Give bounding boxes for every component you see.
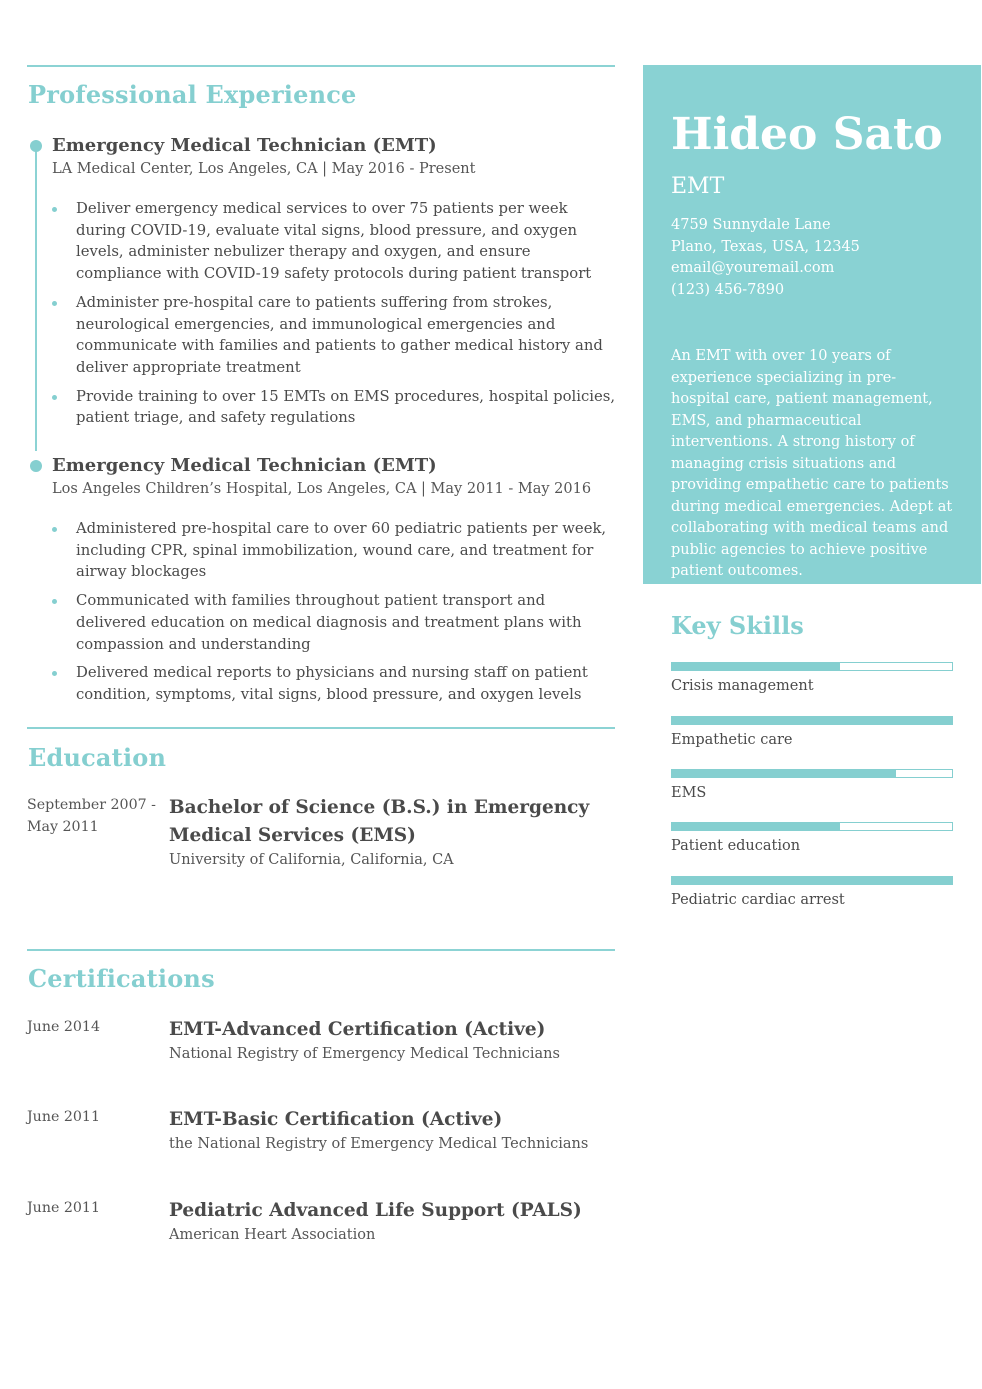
bullet-text: Administer pre-hospital care to patients suffering from strokes, neurological emergencies, and immunological emergencies and communicate with families and patients to gather medical history and deliver appropriate treatment <box>76 293 603 376</box>
skill-bar-fill <box>672 663 840 670</box>
phone-text: (123) 456-7890 <box>671 281 785 298</box>
job-bullet <box>76 292 617 379</box>
bullet-text: Deliver emergency medical services to over 75 patients per week during COVID-19, evaluate vital signs, blood pressure, and oxygen levels, administer nebulizer therapy and oxygen, and ensure compliance with COVID-19 safety protocols during patient transport <box>76 200 592 283</box>
skill-label: EMS <box>671 785 707 801</box>
certification-name: EMT-Advanced Certification (Active) <box>169 1019 546 1040</box>
candidate-name: Hideo Sato <box>671 109 943 160</box>
experience-section-title: Professional Experience <box>28 80 357 109</box>
skill-bar-fill <box>672 717 952 724</box>
contact-info <box>671 215 953 301</box>
job-bullet <box>76 518 617 583</box>
certification-issuer: American Heart Association <box>169 1227 376 1243</box>
address-line-1: 4759 Sunnydale Lane <box>671 217 831 233</box>
education-section-title: Education <box>28 743 167 772</box>
job-bullet <box>76 386 617 429</box>
skill-bar <box>671 876 953 885</box>
skill-bar <box>671 716 953 725</box>
bullet-text: Communicated with families throughout patient transport and delivered education on medical diagnosis and treatment plans with compassion and understanding <box>76 592 582 653</box>
certifications-section-title: Certifications <box>28 964 215 993</box>
skill-bar-fill <box>672 877 952 884</box>
skills-section-title: Key Skills <box>671 611 804 640</box>
certification-name: Pediatric Advanced Life Support (PALS) <box>169 1200 582 1221</box>
bullet-dot <box>52 395 57 400</box>
job-bullet <box>76 198 617 285</box>
job-entry <box>27 453 617 706</box>
skill-label: Crisis management <box>671 678 814 694</box>
bullet-text: Provide training to over 15 EMTs on EMS procedures, hospital policies, patient triage, and safety regulations <box>76 387 616 427</box>
job-bullet <box>76 662 617 705</box>
bullet-text: Delivered medical reports to physicians and nursing staff on patient condition, symptoms, vital signs, blood pressure, and oxygen levels <box>76 664 588 703</box>
profile-panel <box>643 65 981 584</box>
bullet-text: Administered pre-hospital care to over 60 pediatric patients per week, including CPR, spinal immobilization, wound care, and treatment for airway blockages <box>76 520 607 581</box>
skill-label: Patient education <box>671 838 801 854</box>
job-bullet <box>76 590 617 655</box>
job-title: Emergency Medical Technician (EMT) <box>52 455 437 477</box>
bullet-dot <box>52 527 57 532</box>
skill-item <box>671 876 953 910</box>
job-title: Emergency Medical Technician (EMT) <box>52 135 437 156</box>
certification-body <box>169 1016 609 1065</box>
certification-date: June 2011 <box>27 1109 100 1125</box>
skill-item <box>671 662 953 696</box>
certification-date: June 2011 <box>27 1200 100 1216</box>
bullet-dot <box>52 599 57 604</box>
skill-bar-fill <box>672 823 840 830</box>
certification-body <box>169 1106 609 1155</box>
certification-body <box>169 1197 609 1246</box>
job-entry <box>27 133 617 429</box>
certification-date: June 2014 <box>27 1019 100 1035</box>
skill-label: Pediatric cardiac arrest <box>671 892 845 908</box>
candidate-role: EMT <box>671 174 725 199</box>
skill-bar <box>671 769 953 778</box>
certifications-rule <box>27 949 615 951</box>
profile-summary: An EMT with over 10 years of experience specializing in pre-hospital care, patient management, EMS, and pharmaceutical interventions. A strong history of managing crisis situations and providing empathetic care to patients during medical emergencies. Adept at collaborating with medical teams and public agencies to achieve positive patient outcomes. <box>671 348 953 579</box>
certification-issuer: National Registry of Emergency Medical Technicians <box>169 1046 560 1062</box>
skill-bar <box>671 822 953 831</box>
skill-item <box>671 769 953 803</box>
skill-bar <box>671 662 953 671</box>
school-name: University of California, California, CA <box>169 852 454 868</box>
skill-item <box>671 716 953 750</box>
skill-item <box>671 822 953 856</box>
bullet-dot <box>52 301 57 306</box>
experience-rule <box>27 65 615 67</box>
certification-name: EMT-Basic Certification (Active) <box>169 1109 503 1130</box>
bullet-dot <box>52 671 57 676</box>
skill-label: Empathetic care <box>671 732 793 748</box>
job-meta: LA Medical Center, Los Angeles, CA | May 2016 - Present <box>52 161 476 177</box>
address-line-2: Plano, Texas, USA, 12345 <box>671 238 860 255</box>
timeline-dot <box>30 140 42 152</box>
job-bullets <box>52 518 617 706</box>
education-date: September 2007 - May 2011 <box>27 797 156 835</box>
bullet-dot <box>52 207 57 212</box>
timeline-dot <box>30 460 42 472</box>
job-meta: Los Angeles Children’s Hospital, Los Angeles, CA | May 2011 - May 2016 <box>52 481 592 498</box>
job-bullets <box>52 198 617 429</box>
email-text: email@youremail.com <box>671 260 835 276</box>
skill-bar-fill <box>672 770 896 777</box>
education-rule <box>27 727 615 729</box>
degree-title: Bachelor of Science (B.S.) in Emergency Medical Services (EMS) <box>169 797 590 846</box>
education-body <box>169 794 609 871</box>
experience-list <box>27 133 617 713</box>
certification-issuer: the National Registry of Emergency Medical Technicians <box>169 1136 589 1152</box>
